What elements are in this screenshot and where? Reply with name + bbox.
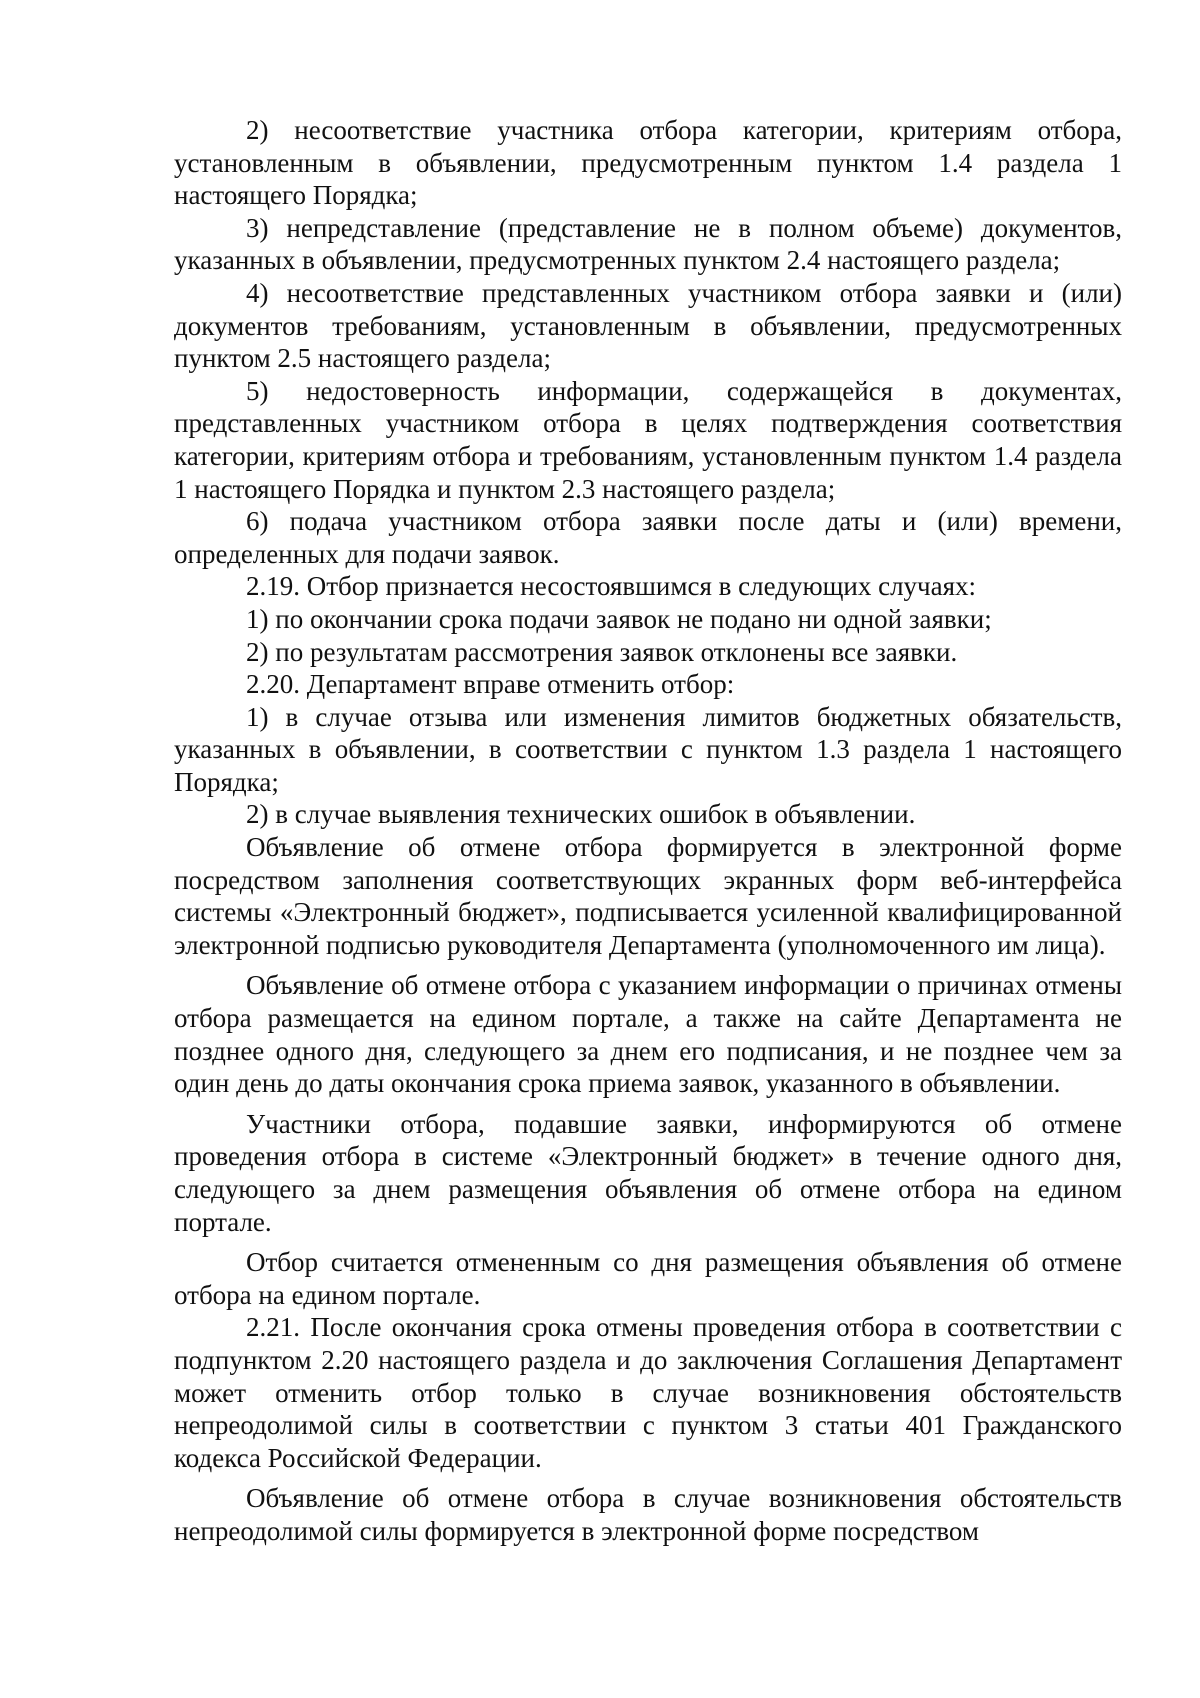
paragraph-item-6: 6) подача участником отбора заявки после даты и (или) времени, определенных для подачи заявок. [174,506,1122,569]
paragraph-cancel-notice-publish: Объявление об отмене отбора с указанием информации о причинах отмены отбора размещается на едином портале, а также на сайте Департамента не позднее одного дня, следующего за днем его подписания, и не позднее чем за один день до даты окончания срока приема заявок, указанного в объявлении. [174,970,1122,1099]
paragraph-cancel-notice-form: Объявление об отмене отбора формируется в электронной форме посредством заполнения соответствующих экранных форм веб-интерфейса системы «Электронный бюджет», подписывается усиленной квалифицированной электронной подписью руководителя Департамента (уполномоченного им лица). [174,832,1122,960]
document-page [174,114,1122,1548]
paragraph-clause-2-20: 2.20. Департамент вправе отменить отбор: [246,669,735,700]
paragraph-item-3: 3) непредставление (представление не в полном объеме) документов, указанных в объявлении, предусмотренных пунктом 2.4 настоящего раздела; [174,212,1122,276]
paragraph-clause-2-21: 2.21. После окончания срока отмены проведения отбора в соответствии с подпунктом 2.20 настоящего раздела и до заключения Соглашения Департамент может отменить отбор только в случае возникновения обстоятельств непреодолимой силы в соответствии с пунктом 3 статьи 401 Гражданского кодекса Российской Федерации. [174,1312,1122,1473]
paragraph-2-20-item-2: 2) в случае выявления технических ошибок в объявлении. [246,799,916,830]
paragraph-2-20-item-1: 1) в случае отзыва или изменения лимитов бюджетных обязательств, указанных в объявлении, в соответствии с пунктом 1.3 раздела 1 настоящего Порядка; [174,701,1122,797]
paragraph-2-19-item-2: 2) по результатам рассмотрения заявок отклонены все заявки. [246,636,958,667]
paragraph-2-19-item-1: 1) по окончании срока подачи заявок не подано ни одной заявки; [246,603,992,634]
paragraph-item-5: 5) недостоверность информации, содержащейся в документах, представленных участником отбора в целях подтверждения соответствия категории, критериям отбора и требованиям, установленным пунктом 1.4 раздела 1 настоящего Порядка и пунктом 2.3 настоящего раздела; [174,375,1122,504]
paragraph-cancel-effective: Отбор считается отмененным со дня размещения объявления об отмене отбора на едином портале. [174,1247,1122,1310]
paragraph-item-2: 2) несоответствие участника отбора категории, критериям отбора, установленным в объявлении, предусмотренным пунктом 1.4 раздела 1 настоящего Порядка; [174,115,1122,211]
paragraph-force-majeure-notice: Объявление об отмене отбора в случае возникновения обстоятельств непреодолимой силы формируется в электронной форме посредством [174,1483,1122,1546]
paragraph-participants-informed: Участники отбора, подавшие заявки, информируются об отмене проведения отбора в системе «Электронный бюджет» в течение одного дня, следующего за днем размещения объявления об отмене отбора на едином портале. [174,1108,1122,1237]
paragraph-item-4: 4) несоответствие представленных участником отбора заявки и (или) документов требованиям, установленным в объявлении, предусмотренных пунктом 2.5 настоящего раздела; [174,277,1122,374]
paragraph-clause-2-19: 2.19. Отбор признается несостоявшимся в следующих случаях: [246,571,977,602]
